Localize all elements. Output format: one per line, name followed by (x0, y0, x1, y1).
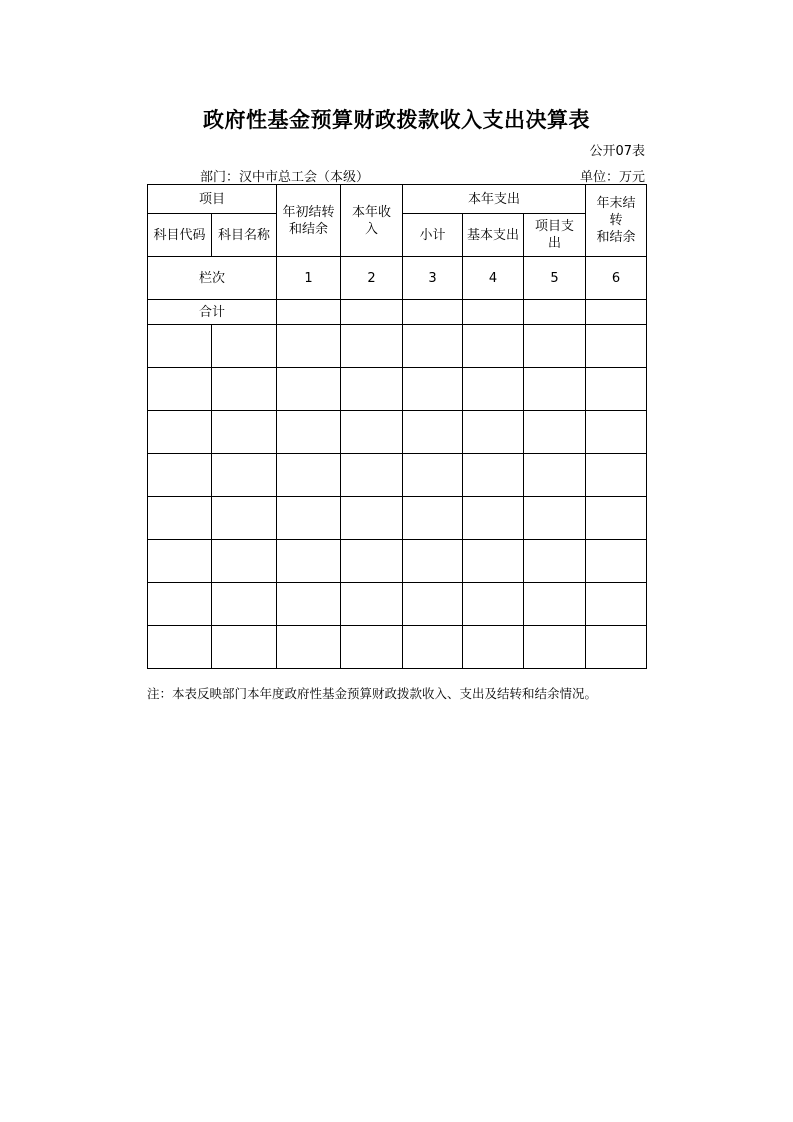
table-cell (586, 583, 647, 626)
table-cell (341, 325, 403, 368)
header-opening-balance (277, 185, 341, 257)
table-cell (524, 497, 586, 540)
table-cell (277, 497, 341, 540)
budget-table (147, 184, 647, 669)
table-cell (148, 368, 212, 411)
table-row (148, 368, 647, 411)
unit-label: 单位：万元 (579, 170, 645, 185)
table-cell (586, 497, 647, 540)
header-opening-line1: 年初结转 (282, 204, 335, 220)
table-cell (212, 497, 277, 540)
table-cell (586, 300, 647, 325)
header-closing-balance (586, 185, 647, 257)
table-cell (341, 454, 403, 497)
column-number-row (148, 257, 647, 300)
table-row (148, 454, 647, 497)
header-project-expenditure (524, 214, 586, 257)
table-row (148, 411, 647, 454)
table-cell (463, 497, 524, 540)
column-number-label: 栏次 (148, 257, 277, 300)
table-cell (341, 540, 403, 583)
table-row (148, 626, 647, 669)
table-cell (524, 583, 586, 626)
table-cell (341, 583, 403, 626)
department-label: 部门：汉中市总工会（本级） (200, 170, 370, 185)
header-closing-line1: 年末结 (596, 196, 636, 211)
table-cell (586, 626, 647, 669)
table-cell (463, 300, 524, 325)
header-expenditure: 本年支出 (403, 185, 586, 214)
table-cell (524, 626, 586, 669)
header-item: 项目 (148, 185, 277, 214)
header-opening-line2: 和结余 (289, 221, 329, 237)
header-subject-code: 科目代码 (148, 214, 212, 257)
table-cell (586, 325, 647, 368)
table-cell (403, 626, 463, 669)
table-cell (277, 626, 341, 669)
table-cell (148, 626, 212, 669)
table-cell (341, 368, 403, 411)
header-closing-line3: 和结余 (596, 230, 636, 245)
table-cell (586, 411, 647, 454)
column-number-cell: 1 (277, 257, 341, 300)
table-cell (403, 497, 463, 540)
table-cell (586, 368, 647, 411)
table-cell (403, 411, 463, 454)
table-cell (277, 583, 341, 626)
header-income-line2: 入 (365, 221, 379, 237)
header-subtotal: 小计 (403, 214, 463, 257)
header-project-line1: 项目支 (535, 219, 575, 234)
table-cell (463, 540, 524, 583)
table-cell (341, 300, 403, 325)
header-project-line2: 出 (548, 236, 562, 251)
table-cell (403, 368, 463, 411)
table-cell (524, 540, 586, 583)
page-title: 政府性基金预算财政拨款收入支出决算表 (203, 108, 590, 132)
table-cell (403, 454, 463, 497)
table-row (148, 540, 647, 583)
table-cell (212, 583, 277, 626)
table-cell (277, 540, 341, 583)
table-cell (148, 325, 212, 368)
header-income (341, 185, 403, 257)
table-cell (212, 454, 277, 497)
table-row (148, 325, 647, 368)
table-cell (524, 325, 586, 368)
table-row (148, 497, 647, 540)
table-cell (463, 583, 524, 626)
table-cell (463, 411, 524, 454)
table-cell (341, 411, 403, 454)
table-cell (148, 454, 212, 497)
table-cell (148, 497, 212, 540)
header-subject-name: 科目名称 (212, 214, 277, 257)
table-cell (212, 540, 277, 583)
header-basic-expenditure: 基本支出 (463, 214, 524, 257)
column-number-cell: 6 (586, 257, 647, 300)
form-number: 公开07表 (589, 144, 645, 159)
table-cell (463, 454, 524, 497)
header-closing-line2: 转 (609, 213, 623, 228)
table-cell (403, 540, 463, 583)
table-cell (212, 411, 277, 454)
table-cell (403, 325, 463, 368)
column-number-cell: 5 (524, 257, 586, 300)
table-cell (277, 411, 341, 454)
table-cell (277, 368, 341, 411)
table-cell (277, 325, 341, 368)
table-cell (403, 583, 463, 626)
table-cell (212, 626, 277, 669)
table-cell (463, 626, 524, 669)
table-cell (586, 540, 647, 583)
table-cell (524, 368, 586, 411)
table-cell (524, 300, 586, 325)
header-income-line1: 本年收 (352, 204, 392, 220)
table-cell (212, 325, 277, 368)
table-cell (524, 411, 586, 454)
table-cell (148, 583, 212, 626)
table-cell (148, 540, 212, 583)
table-cell (524, 454, 586, 497)
table-cell (463, 325, 524, 368)
total-row (148, 300, 647, 325)
column-number-cell: 4 (463, 257, 524, 300)
table-cell (148, 411, 212, 454)
table-footnote: 注：本表反映部门本年度政府性基金预算财政拨款收入、支出及结转和结余情况。 (147, 686, 598, 701)
table-cell (341, 497, 403, 540)
table-cell (403, 300, 463, 325)
table-cell (277, 454, 341, 497)
table-cell (341, 626, 403, 669)
column-number-cell: 2 (341, 257, 403, 300)
table-cell (212, 368, 277, 411)
table-row (148, 583, 647, 626)
column-number-cell: 3 (403, 257, 463, 300)
total-label: 合计 (148, 300, 277, 325)
table-cell (463, 368, 524, 411)
table-cell (586, 454, 647, 497)
table-cell (277, 300, 341, 325)
